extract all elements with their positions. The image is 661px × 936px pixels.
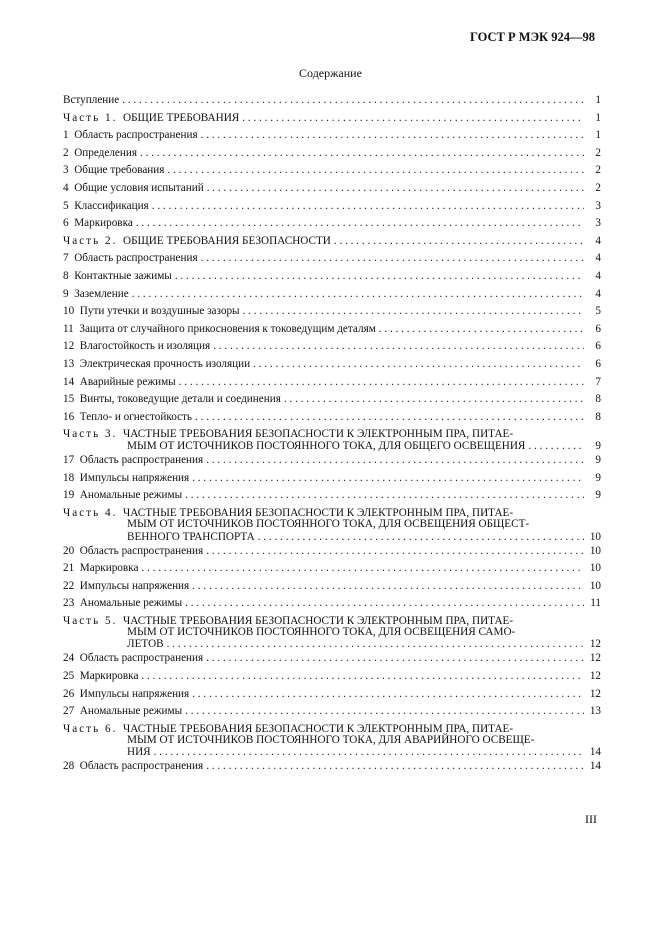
toc-entry-title: ЧАСТНЫЕ ТРЕБОВАНИЯ БЕЗОПАСНОСТИ К ЭЛЕКТРОННЫМ ПРА, ПИТАЕ- [122, 507, 514, 520]
toc-entry-line [63, 180, 601, 198]
toc-page-number: 10 [589, 530, 601, 543]
toc-entry-line [63, 452, 601, 470]
toc-entry[interactable] [63, 578, 601, 596]
toc-entry[interactable] [63, 250, 601, 268]
toc-entry-line [63, 735, 601, 747]
toc-entry[interactable] [63, 303, 601, 321]
toc-page-number: 10 [589, 579, 601, 592]
toc-page-number: 5 [595, 305, 601, 318]
toc-page-number: 6 [595, 322, 601, 335]
toc-entry[interactable] [63, 145, 601, 163]
toc-part-entry[interactable] [63, 505, 601, 543]
toc-entry-title: 26 Импульсы напряжения [63, 687, 190, 700]
toc-entry-line [63, 409, 601, 427]
toc-entry-line [63, 627, 601, 639]
toc-page-number: 12 [589, 638, 601, 651]
toc-entry-title: 19 Аномальные режимы [63, 489, 183, 502]
toc-entry-line [63, 686, 601, 704]
toc-entry-title: НИЯ [127, 746, 151, 759]
toc-page-number: 14 [589, 760, 601, 773]
dot-leader [167, 638, 584, 650]
toc-entry-title: МЫМ ОТ ИСТОЧНИКОВ ПОСТОЯННОГО ТОКА, ДЛЯ ОСВЕЩЕНИЯ САМО- [127, 625, 516, 638]
toc-entry-title: 5 Классификация [63, 199, 149, 212]
toc-entry[interactable] [63, 595, 601, 613]
page-title: Содержание [299, 66, 362, 80]
toc-entry[interactable] [63, 543, 601, 561]
toc-page-number: 10 [589, 544, 601, 557]
toc-entry-title: 14 Аварийные режимы [63, 375, 176, 388]
toc-entry-title: 1 Область распространения [63, 129, 198, 142]
dot-leader [136, 215, 584, 233]
toc-page-number: 6 [595, 340, 601, 353]
toc-entry-title: ЧАСТНЫЕ ТРЕБОВАНИЯ БЕЗОПАСНОСТИ К ЭЛЕКТРОННЫМ ПРА, ПИТАЕ- [122, 722, 514, 735]
toc-page-number: 1 [595, 111, 601, 124]
toc-entry-title: 10 Пути утечки и воздушные зазоры [63, 305, 240, 318]
toc-entry[interactable] [63, 650, 601, 668]
toc-entry-line [63, 519, 601, 531]
dot-leader [185, 595, 584, 613]
dot-leader [141, 560, 584, 578]
toc-entry-title: ВЕННОГО ТРАНСПОРТА [127, 530, 255, 543]
toc-entry-title: 4 Общие условия испытаний [63, 181, 204, 194]
toc-entry-line [63, 215, 601, 233]
dot-leader [206, 543, 584, 561]
toc-entry-line [63, 638, 601, 650]
toc-part-label: Часть 5. [63, 614, 118, 627]
toc-page-number: 3 [595, 199, 601, 212]
toc-part-label: Часть 3. [63, 428, 118, 441]
toc-page-number: 9 [595, 489, 601, 502]
toc-entry[interactable] [63, 391, 601, 409]
toc-page-number: 4 [595, 269, 601, 282]
toc-entry-title: 8 Контактные зажимы [63, 269, 172, 282]
toc-entry-title: 23 Аномальные режимы [63, 597, 183, 610]
toc-entry-line [63, 428, 601, 440]
toc-entry[interactable] [63, 356, 601, 374]
toc-entry[interactable] [63, 409, 601, 427]
toc-entry-title: 13 Электрическая прочность изоляции [63, 357, 251, 370]
dot-leader [206, 650, 584, 668]
toc-entry-line [63, 110, 601, 128]
toc-entry[interactable] [63, 198, 601, 216]
toc-part-label: Часть 6. [63, 722, 118, 735]
toc-page-number: 1 [595, 94, 601, 106]
table-of-contents [63, 92, 601, 776]
toc-entry-title: МЫМ ОТ ИСТОЧНИКОВ ПОСТОЯННОГО ТОКА, ДЛЯ ОБЩЕГО ОСВЕЩЕНИЯ [127, 440, 526, 453]
toc-entry-title: 28 Область распространения [63, 760, 204, 773]
toc-entry-line [63, 650, 601, 668]
dot-leader [528, 440, 584, 452]
dot-leader [253, 356, 584, 374]
toc-part-entry[interactable] [63, 721, 601, 759]
toc-part-label: Часть 4. [63, 507, 118, 520]
toc-entry-line [63, 233, 601, 251]
toc-entry-line [63, 723, 601, 735]
toc-entry-title: 6 Маркировка [63, 217, 133, 230]
toc-entry[interactable] [63, 452, 601, 470]
toc-entry-title: ЧАСТНЫЕ ТРЕБОВАНИЯ БЕЗОПАСНОСТИ К ЭЛЕКТРОННЫМ ПРА, ПИТАЕ- [122, 614, 514, 627]
toc-entry-line [63, 92, 601, 110]
toc-entry[interactable] [63, 338, 601, 356]
toc-page-number: 7 [595, 375, 601, 388]
dot-leader [154, 746, 584, 758]
toc-page-number: 8 [595, 410, 601, 423]
toc-entry-title: ЧАСТНЫЕ ТРЕБОВАНИЯ БЕЗОПАСНОСТИ К ЭЛЕКТРОННЫМ ПРА, ПИТАЕ- [122, 428, 514, 441]
toc-entry-line [63, 286, 601, 304]
toc-page-number: 6 [595, 357, 601, 370]
toc-entry-line [63, 746, 601, 758]
toc-entry-line [63, 595, 601, 613]
toc-page-number: 3 [595, 217, 601, 230]
dot-leader [213, 338, 584, 356]
toc-entry-line [63, 356, 601, 374]
toc-entry-title: 24 Область распространения [63, 652, 204, 665]
dot-leader [179, 374, 584, 392]
toc-entry-line [63, 440, 601, 452]
toc-entry-line [63, 543, 601, 561]
toc-entry-title: 21 Маркировка [63, 562, 139, 575]
dot-leader [152, 198, 584, 216]
toc-page-number: 8 [595, 393, 601, 406]
toc-page-number: 12 [589, 652, 601, 665]
toc-entry[interactable] [63, 92, 601, 110]
dot-leader [132, 286, 584, 304]
dot-leader [243, 303, 584, 321]
dot-leader [185, 487, 584, 505]
toc-entry-title: 9 Заземление [63, 287, 129, 300]
dot-leader [122, 92, 584, 110]
toc-entry[interactable] [63, 215, 601, 233]
toc-entry-line [63, 703, 601, 721]
toc-entry-line [63, 338, 601, 356]
toc-entry-line [63, 127, 601, 145]
toc-entry[interactable] [63, 374, 601, 392]
toc-page-number: 1 [595, 129, 601, 142]
toc-entry-title: 17 Область распространения [63, 454, 204, 467]
toc-entry[interactable] [63, 703, 601, 721]
toc-entry-title: МЫМ ОТ ИСТОЧНИКОВ ПОСТОЯННОГО ТОКА, ДЛЯ ОСВЕЩЕНИЯ ОБЩЕСТ- [127, 518, 530, 531]
toc-page-number: 13 [589, 705, 601, 718]
toc-entry[interactable] [63, 560, 601, 578]
toc-entry-title: 12 Влагостойкость и изоляция [63, 340, 211, 353]
toc-entry-line [63, 198, 601, 216]
toc-entry-title: 22 Импульсы напряжения [63, 579, 190, 592]
toc-entry-title: 7 Область распространения [63, 252, 198, 265]
toc-entry-line [63, 303, 601, 321]
toc-entry-line [63, 470, 601, 488]
toc-page-number: 12 [589, 670, 601, 683]
toc-entry-title: МЫМ ОТ ИСТОЧНИКОВ ПОСТОЯННОГО ТОКА, ДЛЯ АВАРИЙНОГО ОСВЕЩЕ- [127, 733, 535, 746]
toc-entry-line [63, 758, 601, 776]
dot-leader [284, 391, 584, 409]
toc-entry-line [63, 560, 601, 578]
toc-part-entry[interactable] [63, 110, 601, 128]
toc-page-number: 9 [595, 471, 601, 484]
toc-page-number: 4 [595, 252, 601, 265]
toc-page-number: 2 [595, 146, 601, 159]
toc-page-number: 14 [589, 746, 601, 759]
toc-part-entry[interactable] [63, 233, 601, 251]
toc-entry-line [63, 374, 601, 392]
toc-entry-title: Вступление [63, 94, 120, 106]
toc-entry[interactable] [63, 487, 601, 505]
toc-page-number: 2 [595, 181, 601, 194]
toc-entry-line [63, 250, 601, 268]
toc-entry-title: 25 Маркировка [63, 670, 139, 683]
toc-entry-title: 18 Импульсы напряжения [63, 471, 190, 484]
dot-leader [195, 409, 584, 427]
toc-entry[interactable] [63, 268, 601, 286]
toc-entry-line [63, 487, 601, 505]
dot-leader [242, 110, 584, 128]
page-number: III [585, 812, 597, 826]
toc-entry-line [63, 162, 601, 180]
toc-entry-title: 20 Область распространения [63, 544, 204, 557]
toc-page-number: 9 [595, 454, 601, 467]
toc-entry[interactable] [63, 286, 601, 304]
toc-entry-title: ОБЩИЕ ТРЕБОВАНИЯ [122, 111, 240, 124]
dot-leader [185, 703, 584, 721]
toc-entry[interactable] [63, 162, 601, 180]
toc-entry[interactable] [63, 127, 601, 145]
dot-leader [334, 233, 584, 251]
dot-leader [258, 531, 584, 543]
dot-leader [175, 268, 584, 286]
toc-page-number: 11 [590, 597, 601, 610]
dot-leader [201, 127, 584, 145]
dot-leader [167, 162, 584, 180]
toc-part-entry[interactable] [63, 426, 601, 452]
dot-leader [379, 321, 584, 339]
toc-entry[interactable] [63, 686, 601, 704]
toc-entry-title: 3 Общие требования [63, 164, 165, 177]
toc-page-number: 9 [595, 440, 601, 453]
toc-entry-line [63, 531, 601, 543]
dot-leader [141, 668, 584, 686]
toc-entry-line [63, 321, 601, 339]
toc-page-number: 2 [595, 164, 601, 177]
toc-entry-line [63, 391, 601, 409]
toc-entry-title: 27 Аномальные режимы [63, 705, 183, 718]
toc-entry-line [63, 268, 601, 286]
toc-part-label: Часть 2. [63, 234, 118, 247]
toc-entry[interactable] [63, 470, 601, 488]
toc-entry[interactable] [63, 758, 601, 776]
toc-page-number: 4 [595, 287, 601, 300]
toc-part-label: Часть 1. [63, 111, 118, 124]
toc-entry-line [63, 145, 601, 163]
dot-leader [192, 578, 584, 596]
dot-leader [140, 145, 584, 163]
toc-entry[interactable] [63, 180, 601, 198]
dot-leader [192, 686, 584, 704]
dot-leader [207, 180, 584, 198]
toc-entry[interactable] [63, 668, 601, 686]
toc-entry-line [63, 578, 601, 596]
document-header: ГОСТ Р МЭК 924—98 [470, 30, 595, 44]
dot-leader [201, 250, 584, 268]
toc-entry-title: 16 Тепло- и огнестойкость [63, 410, 193, 423]
dot-leader [192, 470, 584, 488]
toc-page-number: 10 [589, 562, 601, 575]
dot-leader [206, 758, 584, 776]
toc-entry-title: 2 Определения [63, 146, 137, 159]
toc-page-number: 12 [589, 687, 601, 700]
toc-part-entry[interactable] [63, 613, 601, 651]
toc-entry-title: 11 Защита от случайного прикосновения к токоведущим деталям [63, 322, 376, 335]
toc-entry-title: ЛЕТОВ [127, 638, 164, 651]
toc-entry-title: 15 Винты, токоведущие детали и соединения [63, 393, 281, 406]
toc-page-number: 4 [595, 234, 601, 247]
toc-entry-title: ОБЩИЕ ТРЕБОВАНИЯ БЕЗОПАСНОСТИ [122, 234, 331, 247]
toc-entry[interactable] [63, 321, 601, 339]
toc-entry-line [63, 668, 601, 686]
dot-leader [206, 452, 584, 470]
